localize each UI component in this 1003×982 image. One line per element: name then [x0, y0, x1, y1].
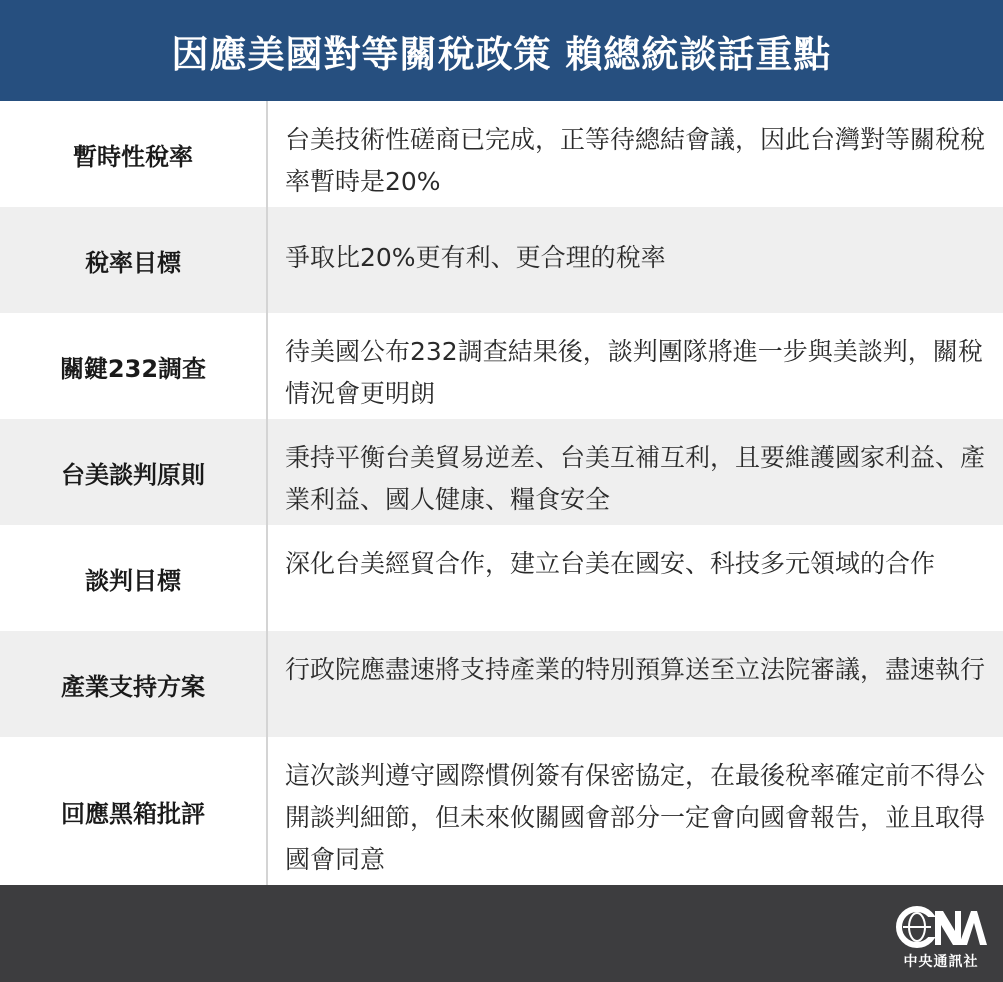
page-header [0, 0, 1003, 101]
table-row [0, 313, 1003, 419]
row-content: 待美國公布232調查結果後，談判團隊將進一步與美談判，關稅情況會更明朗 [285, 337, 983, 408]
row-content: 秉持平衡台美貿易逆差、台美互補互利，且要維護國家利益、產業利益、國人健康、糧食安全 [285, 443, 986, 514]
page-title: 因應美國對等關稅政策 賴總統談話重點 [171, 32, 832, 76]
table-row [0, 419, 1003, 525]
row-label: 產業支持方案 [0, 631, 268, 737]
cna-logo-icon [895, 905, 987, 953]
table-row [0, 207, 1003, 313]
row-content: 這次談判遵守國際慣例簽有保密協定，在最後稅率確定前不得公開談判細節，但未來攸關國會部分一定會向國會報告，並且取得國會同意 [285, 761, 986, 874]
table-row [0, 525, 1003, 631]
summary-table [0, 101, 1003, 885]
table-row [0, 101, 1003, 207]
row-label: 台美談判原則 [0, 419, 268, 525]
row-content: 爭取比20%更有利、更合理的稅率 [285, 243, 666, 272]
row-label: 回應黑箱批評 [0, 737, 268, 885]
table-row [0, 737, 1003, 885]
row-content: 深化台美經貿合作，建立台美在國安、科技多元領域的合作 [285, 549, 936, 578]
row-content: 台美技術性磋商已完成，正等待總結會議，因此台灣對等關稅稅率暫時是20% [285, 125, 986, 196]
row-content: 行政院應盡速將支持產業的特別預算送至立法院審議，盡速執行 [285, 655, 986, 684]
row-label: 關鍵232調查 [0, 313, 268, 419]
page-footer [0, 885, 1003, 982]
cna-logo-text: 中央通訊社 [903, 954, 979, 970]
cna-logo [895, 905, 987, 971]
row-label: 稅率目標 [0, 207, 268, 313]
row-label: 暫時性稅率 [0, 101, 268, 207]
row-label: 談判目標 [0, 525, 268, 631]
table-row [0, 631, 1003, 737]
